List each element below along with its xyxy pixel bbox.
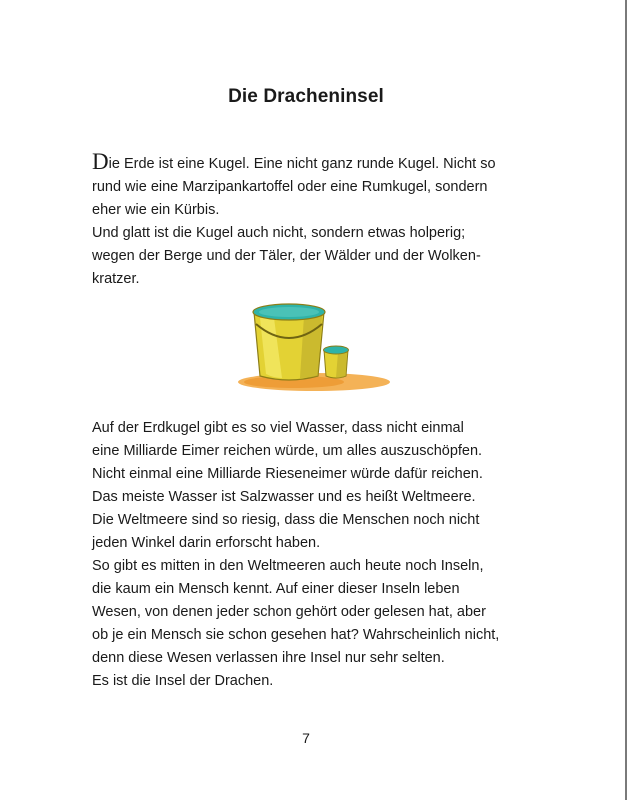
paragraph-line: kratzer. <box>92 271 140 287</box>
paragraph-line: eher wie ein Kürbis. <box>92 202 220 218</box>
paragraph-line: Es ist die Insel der Drachen. <box>92 673 274 689</box>
paragraph-line: Und glatt ist die Kugel auch nicht, sondern etwas holperig; <box>92 225 466 241</box>
paragraph-line: denn diese Wesen verlassen ihre Insel nur sehr selten. <box>92 650 445 666</box>
large-bucket-icon <box>253 304 325 380</box>
paragraph-line: eine Milliarde Eimer reichen würde, um alles auszuschöpfen. <box>92 443 483 459</box>
paragraph-line: die kaum ein Mensch kennt. Auf einer dieser Inseln leben <box>92 581 460 597</box>
drop-cap: D <box>92 149 109 174</box>
paragraph-line: Das meiste Wasser ist Salzwasser und es heißt Weltmeere. <box>92 489 476 505</box>
paragraph-water <box>92 417 532 693</box>
chapter-title: Die Dracheninsel <box>228 86 384 107</box>
paragraph-line: Wesen, von denen jeder schon gehört oder gelesen hat, aber <box>92 604 486 620</box>
paragraph-line: Die Erde ist eine Kugel. Eine nicht ganz runde Kugel. Nicht so <box>92 149 496 174</box>
paragraph-line: Die Weltmeere sind so riesig, dass die Menschen noch nicht <box>92 512 480 528</box>
paragraph-line: rund wie eine Marzipankartoffel oder eine Rumkugel, sondern <box>92 179 488 195</box>
page-number: 7 <box>302 730 310 746</box>
paragraph-line: So gibt es mitten in den Weltmeeren auch heute noch Inseln, <box>92 558 484 574</box>
paragraph-line: Nicht einmal eine Milliarde Rieseneimer würde dafür reichen. <box>92 466 483 482</box>
paragraph-line: Auf der Erdkugel gibt es so viel Wasser, dass nicht einmal <box>92 420 464 436</box>
small-bucket-icon <box>324 346 349 378</box>
paragraph-line: ob je ein Mensch sie schon gesehen hat? Wahrscheinlich nicht, <box>92 627 500 643</box>
paragraph-line: jeden Winkel darin erforscht haben. <box>92 535 321 551</box>
paragraph-intro <box>92 150 532 291</box>
paragraph-line: wegen der Berge und der Täler, der Wälder und der Wolken- <box>92 248 481 264</box>
buckets-illustration <box>234 298 394 394</box>
